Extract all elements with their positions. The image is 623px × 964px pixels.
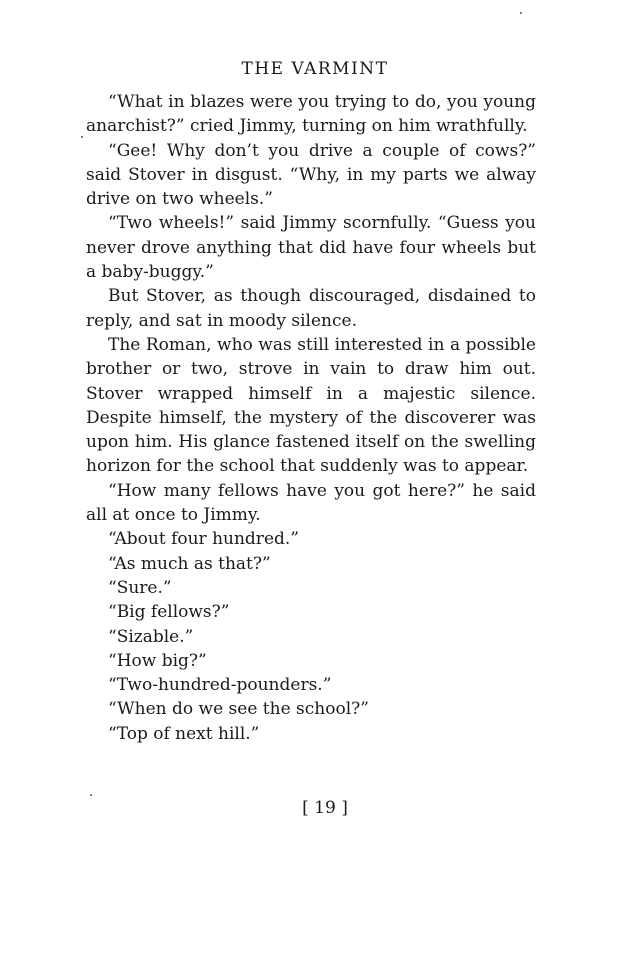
dialogue-line: “As much as that?” — [108, 553, 271, 574]
paragraph: “Gee! Why don’t you drive a couple of cows?” said Stover in disgust. “Why, in my parts we alway drive on two wheels.” — [86, 140, 536, 210]
dialogue-line: “When do we see the school?” — [108, 699, 369, 720]
dialogue-line: “Top of next hill.” — [108, 723, 260, 744]
dialogue-line: “Two-hundred-pounders.” — [108, 675, 332, 696]
paragraph: The Roman, who was still interested in a possible brother or two, strove in vain to draw him out. Stover wrapped himself in a majestic silence. Despite himself, the mystery of the discoverer was upon him. His glance fastened itself on the swelling horizon for the school that suddenly was to appear. — [86, 334, 536, 477]
scan-speck — [81, 136, 83, 138]
dialogue-line: “Sizable.” — [108, 626, 194, 647]
paragraph: “Two wheels!” said Jimmy scornfully. “Guess you never drove anything that did have four wheels but a baby-buggy.” — [86, 213, 536, 283]
running-title: THE VARMINT — [241, 59, 389, 79]
paragraph: “What in blazes were you trying to do, you young anarchist?” cried Jimmy, turning on him wrathfully. — [86, 92, 536, 137]
dialogue-line: “About four hundred.” — [108, 529, 299, 550]
dialogue-line: “How big?” — [108, 650, 207, 671]
paragraph: “How many fellows have you got here?” he said all at once to Jimmy. — [86, 480, 536, 526]
scan-speck — [90, 794, 92, 796]
dialogue-line: “Big fellows?” — [108, 602, 230, 623]
paragraph: But Stover, as though discouraged, disdained to reply, and sat in moody silence. — [86, 286, 536, 331]
dialogue-line: “Sure.” — [108, 577, 172, 598]
page-body — [86, 90, 536, 746]
book-page — [86, 58, 536, 818]
page-number: [ 19 ] — [302, 798, 348, 818]
scan-speck — [520, 12, 522, 14]
